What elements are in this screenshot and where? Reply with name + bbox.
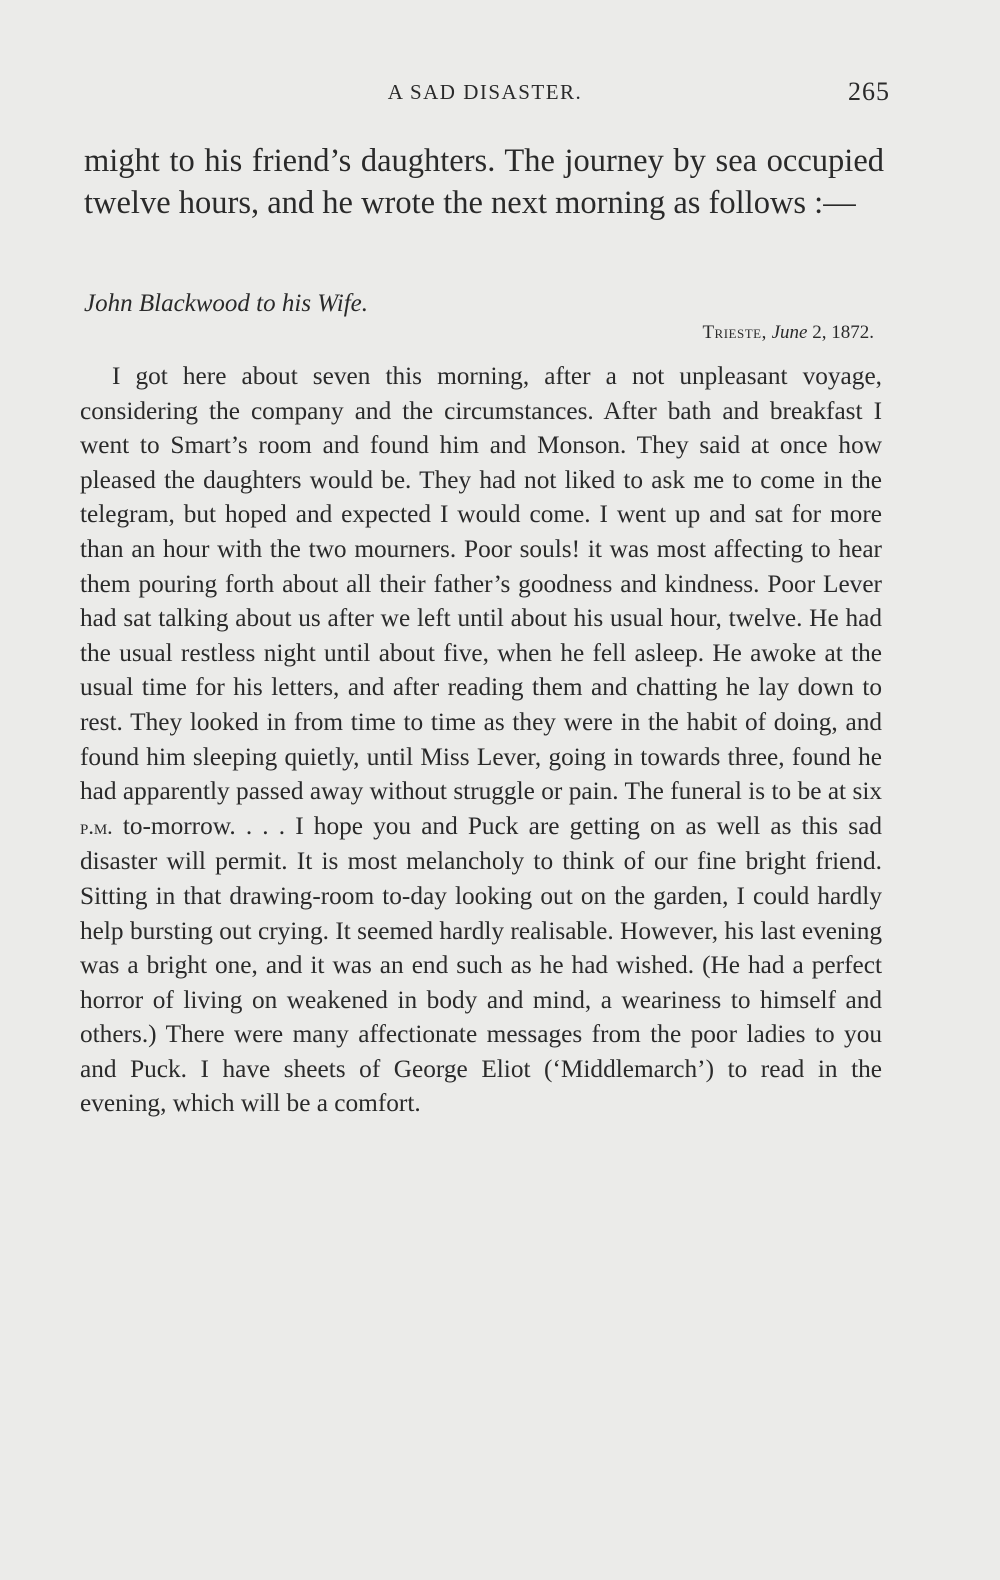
letter-body [80, 359, 882, 1121]
page-number: 265 [848, 77, 890, 106]
dateline-place: Trieste, [702, 322, 767, 343]
dateline-date: 2, 1872. [812, 322, 874, 343]
letter-body-part1: I got here about seven this morning, after a not unpleasant voyage, considering the company and the circumstances. After bath and breakfast I went to Smart’s room and found him and Monson. They said at once how pleased the daughters would be. They had not liked to ask me to come in the telegram, but hoped and expected I would come. I went up and sat for more than an hour with the two mourners. Poor souls! it was most affecting to hear them pouring forth about all their father’s goodness and kindness. Poor Lever had sat talking about us after we left until about his usual hour, twelve. He had the usual restless night until about five, when he fell asleep. He awoke at the usual time for his letters, and after reading them and chatting he lay down to rest. They looked in from time to time as they were in the habit of doing, and found him sleeping quietly, until Miss Lever, going in towards three, found he had apparently passed away without struggle or pain. The funeral is to be at six [80, 362, 882, 806]
letter-body-part2: to-morrow. . . . I hope you and Puck are getting on as well as this sad disaster will permit. It is most melancholy to think of our fine bright friend. Sitting in that drawing-room to-day looking out on the garden, I could hardly help bursting out crying. It seemed hardly realisable. However, his last evening was a bright one, and it was an end such as he had wished. (He had a perfect horror of living on weakened in body and mind, a weariness to himself and others.) There were many affectionate messages from the poor ladies to you and Puck. I have sheets of George Eliot (‘Middlemarch’) to read in the evening, which will be a comfort. [80, 811, 882, 1118]
running-head [80, 77, 890, 110]
letter-heading: John Blackwood to his Wife. [84, 290, 368, 317]
letter-dateline [702, 322, 874, 344]
dateline-month: June [771, 322, 808, 343]
lead-paragraph: might to his friend’s daughters. The journey by sea occupied twelve hours, and he wrote the next morning as follows :— [84, 143, 884, 221]
time-abbreviation: p.m. [80, 813, 113, 839]
running-title: A SAD DISASTER. [387, 80, 583, 104]
